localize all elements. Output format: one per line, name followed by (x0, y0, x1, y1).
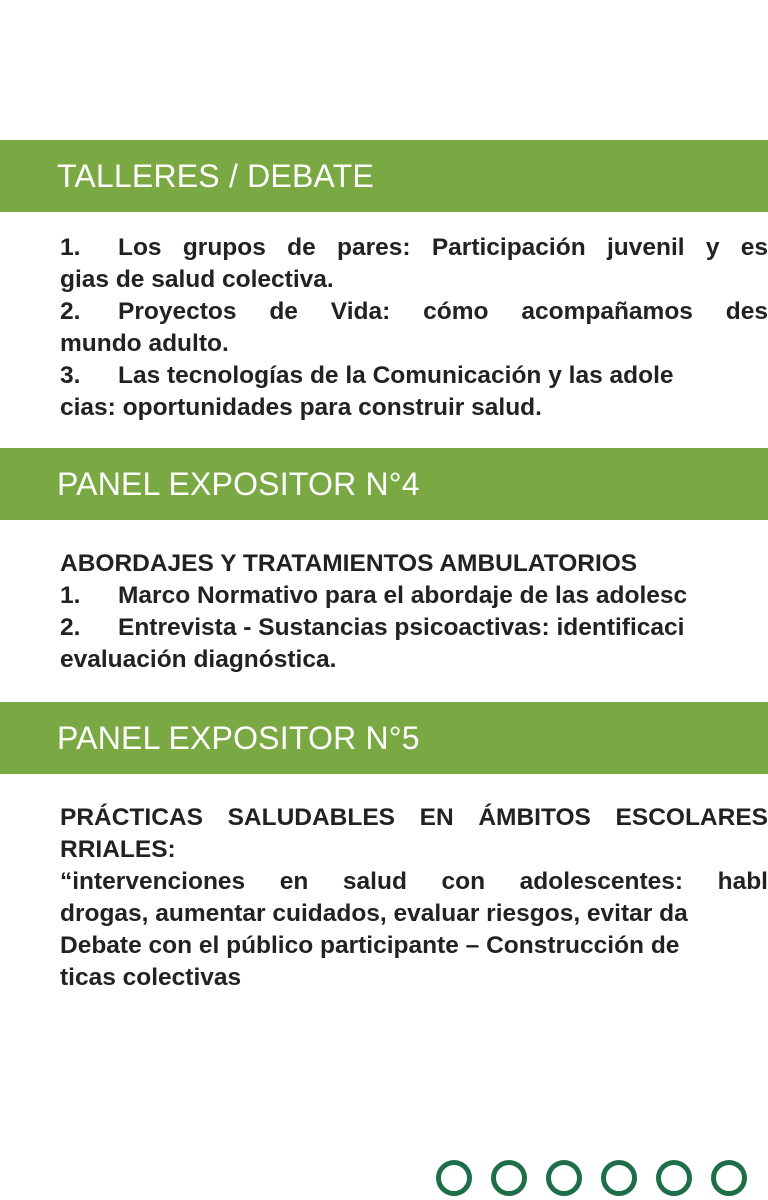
paragraph-line (60, 866, 768, 898)
item-text: ABORDAJES Y TRATAMIENTOS AMBULATORIOS (60, 550, 638, 577)
item-number: 3. (60, 362, 81, 389)
list-item (60, 232, 768, 264)
list-item (60, 580, 768, 612)
panel-4-list (60, 548, 768, 676)
item-number: 1. (60, 582, 81, 609)
list-subtitle (60, 548, 768, 580)
circle-icon (436, 1160, 472, 1196)
circle-icon (546, 1160, 582, 1196)
paragraph-line (60, 930, 768, 962)
item-text: mundo adulto. (60, 330, 229, 357)
item-text: evaluación diagnóstica. (60, 646, 337, 673)
item-text: ticas colectivas (60, 964, 242, 991)
list-item-continuation (60, 644, 768, 676)
list-item (60, 360, 768, 392)
section-title: TALLERES / DEBATE (57, 157, 374, 194)
panel-5-text (60, 802, 768, 994)
item-text: gias de salud colectiva. (60, 266, 334, 293)
item-number: 2. (60, 614, 81, 641)
item-text: Marco Normativo para el abordaje de las adolesc (118, 582, 688, 609)
list-item-continuation (60, 264, 768, 296)
circle-icon (601, 1160, 637, 1196)
circle-icon (656, 1160, 692, 1196)
item-text: PRÁCTICAS SALUDABLES EN ÁMBITOS ESCOLARES (60, 804, 768, 831)
section-title: PANEL EXPOSITOR N°5 (57, 719, 420, 756)
section-header-talleres (0, 140, 768, 212)
item-text: “intervenciones en salud con adolescentes: habl (60, 868, 768, 895)
item-text: Proyectos de Vida: cómo acompañamos des (118, 298, 768, 325)
list-item (60, 296, 768, 328)
paragraph-line (60, 898, 768, 930)
item-text: Los grupos de pares: Participación juvenil y es (118, 234, 768, 261)
item-text: RRIALES: (60, 836, 176, 863)
circle-icon (711, 1160, 747, 1196)
paragraph-line (60, 834, 768, 866)
list-item-continuation (60, 328, 768, 360)
item-number: 1. (60, 234, 81, 261)
item-text: drogas, aumentar cuidados, evaluar riesgos, evitar da (60, 900, 688, 927)
section-header-panel-4 (0, 448, 768, 520)
list-item (60, 612, 768, 644)
item-number: 2. (60, 298, 81, 325)
item-text: cias: oportunidades para construir salud. (60, 394, 542, 421)
talleres-list (60, 232, 768, 424)
section-header-panel-5 (0, 702, 768, 774)
circle-icon (491, 1160, 527, 1196)
list-item-continuation (60, 392, 768, 424)
section-title: PANEL EXPOSITOR N°4 (57, 465, 420, 502)
item-text: Debate con el público participante – Construcción de (60, 932, 680, 959)
item-text: Entrevista - Sustancias psicoactivas: identificaci (118, 614, 685, 641)
item-text: Las tecnologías de la Comunicación y las adole (118, 362, 674, 389)
paragraph-line (60, 802, 768, 834)
decorative-circles (436, 1160, 768, 1200)
paragraph-line (60, 962, 768, 994)
